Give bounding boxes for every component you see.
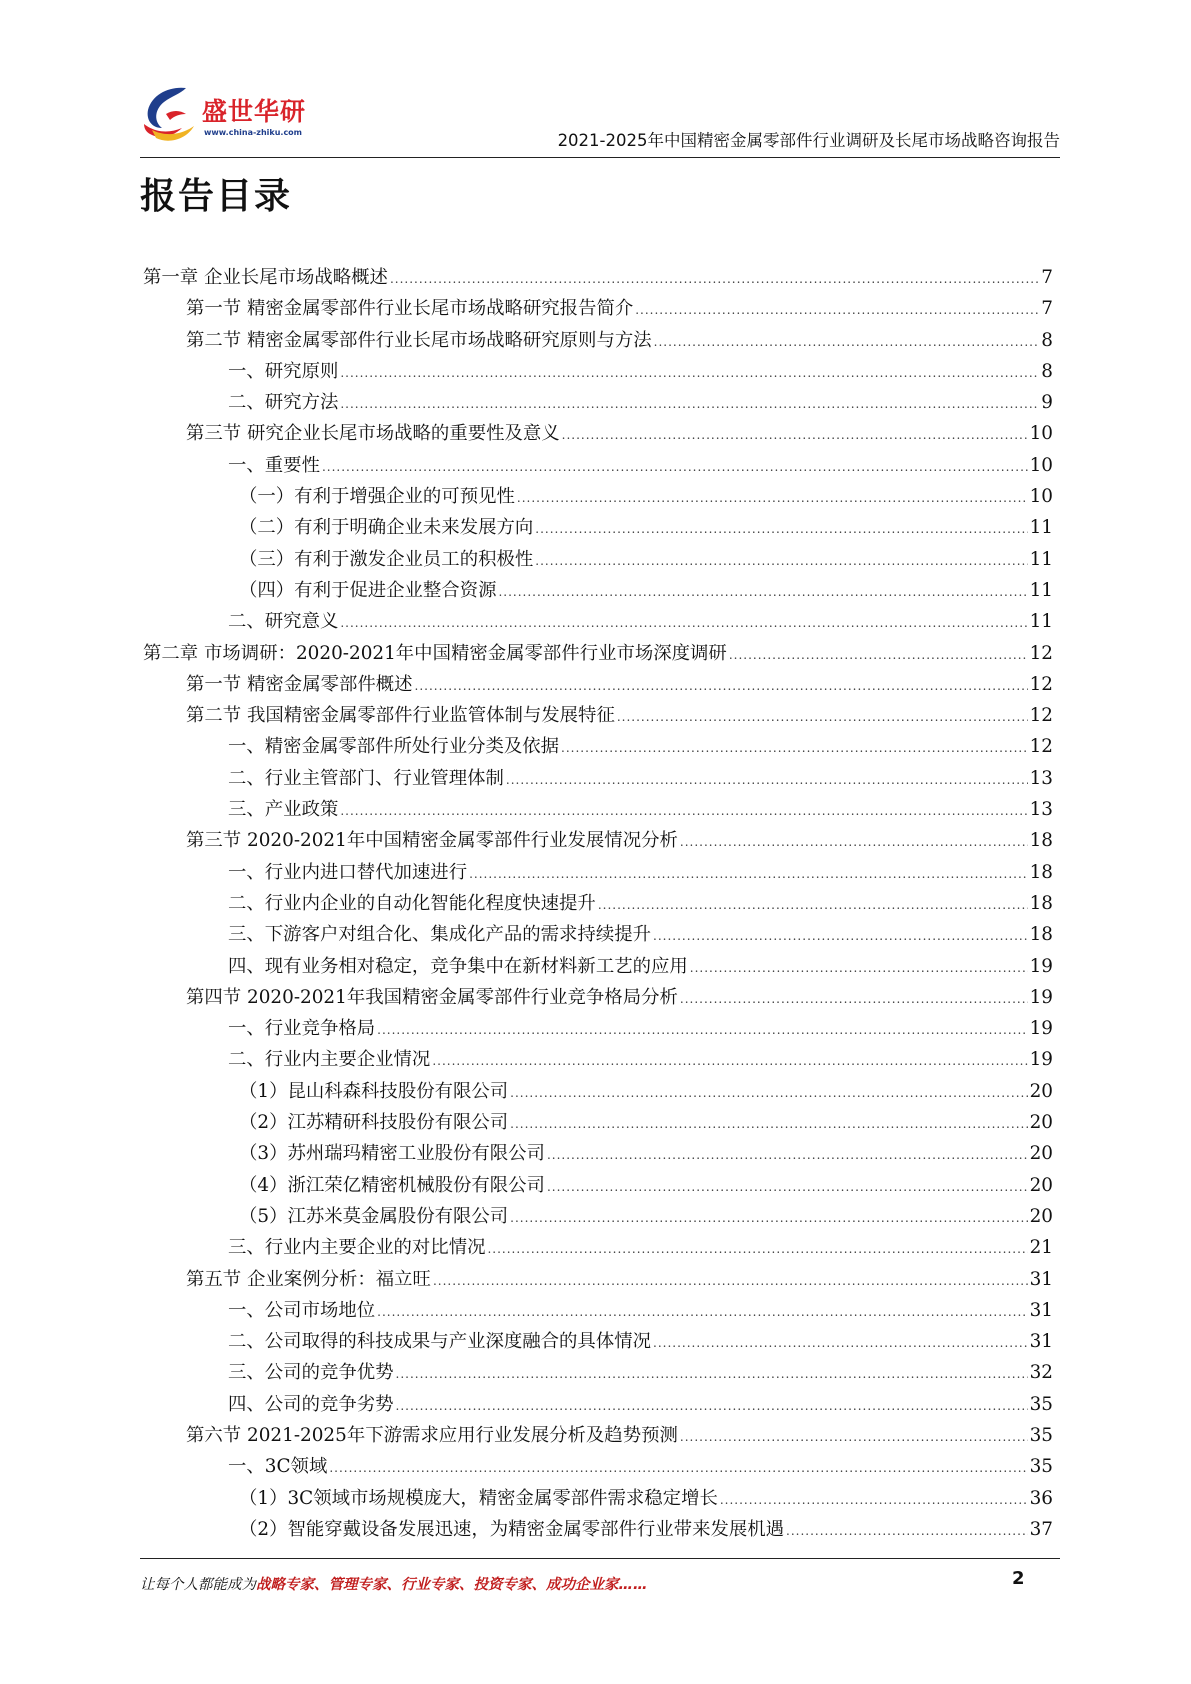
toc-entry-label: 第二章 市场调研：2020-2021年中国精密金属零部件行业市场深度调研	[143, 642, 727, 664]
toc-entry-page: 21	[1029, 1237, 1053, 1259]
toc-entry-page: 18	[1029, 924, 1053, 946]
table-of-contents	[143, 262, 1053, 1545]
toc-leader-dots	[322, 452, 1028, 483]
header-divider	[140, 157, 1060, 158]
toc-entry-label: 四、公司的竞争劣势	[228, 1393, 394, 1415]
toc-leader-dots	[469, 859, 1028, 890]
toc-entry-page: 7	[1041, 298, 1053, 320]
toc-leader-dots	[680, 1422, 1028, 1453]
toc-entry-label: 一、研究原则	[228, 360, 339, 382]
toc-entry[interactable]	[143, 919, 1053, 950]
toc-entry-label: 第三节 2020-2021年中国精密金属零部件行业发展情况分析	[186, 830, 678, 852]
toc-entry-label: （4）浙江荣亿精密机械股份有限公司	[239, 1174, 545, 1196]
toc-entry[interactable]	[143, 1420, 1053, 1451]
toc-leader-dots	[340, 608, 1027, 639]
toc-entry-label: 三、行业内主要企业的对比情况	[228, 1237, 486, 1259]
toc-entry-page: 35	[1029, 1393, 1053, 1415]
toc-leader-dots	[635, 295, 1039, 326]
toc-entry[interactable]	[143, 1451, 1053, 1482]
toc-entry-page: 10	[1029, 423, 1053, 445]
toc-entry-label: （四）有利于促进企业整合资源	[239, 579, 497, 601]
toc-entry-page: 11	[1029, 611, 1053, 633]
toc-leader-dots	[680, 984, 1028, 1015]
toc-leader-dots	[786, 1516, 1028, 1547]
toc-entry-label: 二、公司取得的科技成果与产业深度融合的具体情况	[228, 1331, 651, 1353]
toc-entry[interactable]	[143, 1357, 1053, 1388]
toc-entry[interactable]	[143, 1076, 1053, 1107]
toc-entry-label: 第六节 2021-2025年下游需求应用行业发展分析及趋势预测	[186, 1424, 678, 1446]
toc-entry-page: 19	[1029, 986, 1053, 1008]
page-title: 报告目录	[140, 176, 293, 217]
toc-entry[interactable]	[143, 1264, 1053, 1295]
toc-leader-dots	[506, 765, 1028, 796]
toc-leader-dots	[340, 358, 1039, 389]
toc-entry-page: 12	[1029, 673, 1053, 695]
toc-entry-page: 18	[1029, 892, 1053, 914]
logo-name: 盛世华研	[202, 97, 307, 126]
toc-entry-page: 31	[1029, 1331, 1053, 1353]
toc-leader-dots	[510, 1203, 1027, 1234]
toc-entry-page: 13	[1029, 767, 1053, 789]
toc-entry-label: 一、重要性	[228, 454, 320, 476]
toc-entry-page: 11	[1029, 548, 1053, 570]
toc-entry-label: （2）智能穿戴设备发展迅速，为精密金属零部件行业带来发展机遇	[239, 1518, 785, 1540]
toc-entry-page: 12	[1029, 705, 1053, 727]
toc-entry[interactable]	[143, 1170, 1053, 1201]
toc-leader-dots	[498, 577, 1027, 608]
toc-entry-label: 第一节 精密金属零部件行业长尾市场战略研究报告简介	[186, 298, 634, 320]
toc-entry-page: 12	[1029, 736, 1053, 758]
toc-entry-label: 一、公司市场地位	[228, 1299, 376, 1321]
toc-entry[interactable]	[143, 575, 1053, 606]
toc-leader-dots	[561, 733, 1028, 764]
toc-leader-dots	[340, 796, 1027, 827]
toc-entry-label: 二、行业内企业的自动化智能化程度快速提升	[228, 892, 596, 914]
toc-entry[interactable]	[143, 825, 1053, 856]
toc-leader-dots	[340, 389, 1039, 420]
toc-entry-page: 10	[1029, 454, 1053, 476]
toc-entry[interactable]	[143, 669, 1053, 700]
toc-entry[interactable]	[143, 794, 1053, 825]
toc-leader-dots	[562, 420, 1028, 451]
toc-entry-page: 10	[1029, 486, 1053, 508]
toc-entry-label: 二、研究方法	[228, 392, 339, 414]
toc-entry[interactable]	[143, 1326, 1053, 1357]
toc-entry[interactable]	[143, 1483, 1053, 1514]
toc-leader-dots	[547, 1172, 1028, 1203]
toc-entry-page: 20	[1029, 1143, 1053, 1165]
toc-entry-label: 四、现有业务相对稳定，竞争集中在新材料新工艺的应用	[228, 955, 688, 977]
toc-entry-label: 一、3C领域	[228, 1456, 328, 1478]
toc-entry[interactable]	[143, 606, 1053, 637]
toc-entry-label: 三、公司的竞争优势	[228, 1362, 394, 1384]
toc-entry-label: （三）有利于激发企业员工的积极性	[239, 548, 534, 570]
toc-entry-page: 31	[1029, 1268, 1053, 1290]
page-header	[140, 80, 1060, 158]
toc-entry-page: 11	[1029, 579, 1053, 601]
toc-entry-page: 32	[1029, 1362, 1053, 1384]
toc-entry[interactable]	[143, 731, 1053, 762]
toc-entry-label: 第二节 精密金属零部件行业长尾市场战略研究原则与方法	[186, 329, 652, 351]
toc-entry-page: 9	[1041, 392, 1053, 414]
toc-entry[interactable]	[143, 763, 1053, 794]
toc-entry[interactable]	[143, 1389, 1053, 1420]
toc-leader-dots	[487, 1234, 1027, 1265]
toc-entry[interactable]	[143, 325, 1053, 356]
toc-entry-label: 第一节 精密金属零部件概述	[186, 673, 413, 695]
toc-entry-page: 35	[1029, 1456, 1053, 1478]
toc-leader-dots	[535, 546, 1027, 577]
toc-entry[interactable]	[143, 888, 1053, 919]
toc-entry[interactable]	[143, 951, 1053, 982]
toc-entry-page: 19	[1029, 955, 1053, 977]
toc-entry-label: （1）昆山科森科技股份有限公司	[239, 1080, 509, 1102]
toc-entry-label: 一、精密金属零部件所处行业分类及依据	[228, 736, 560, 758]
document-title: 2021-2025年中国精密金属零部件行业调研及长尾市场战略咨询报告	[557, 131, 1060, 150]
toc-entry-page: 7	[1041, 267, 1053, 288]
toc-entry-page: 12	[1029, 642, 1053, 664]
footer-slogan	[140, 1573, 648, 1594]
toc-entry[interactable]	[143, 1295, 1053, 1326]
toc-entry[interactable]	[143, 450, 1053, 481]
toc-leader-dots	[510, 1109, 1027, 1140]
toc-entry[interactable]	[143, 1044, 1053, 1075]
toc-entry-page: 20	[1029, 1205, 1053, 1227]
toc-leader-dots	[377, 1015, 1027, 1046]
toc-entry[interactable]	[143, 1514, 1053, 1545]
toc-leader-dots	[720, 1485, 1028, 1516]
toc-leader-dots	[432, 1046, 1027, 1077]
toc-entry[interactable]	[143, 857, 1053, 888]
toc-entry-page: 8	[1041, 329, 1053, 351]
toc-entry-label: （2）江苏精研科技股份有限公司	[239, 1112, 509, 1134]
toc-leader-dots	[390, 264, 1039, 295]
toc-entry[interactable]	[143, 544, 1053, 575]
toc-entry[interactable]	[143, 418, 1053, 449]
toc-entry-page: 13	[1029, 799, 1053, 821]
toc-entry-label: 第四节 2020-2021年我国精密金属零部件行业竞争格局分析	[186, 986, 678, 1008]
toc-leader-dots	[329, 1453, 1027, 1484]
logo-emblem-icon	[140, 84, 208, 148]
toc-entry-page: 19	[1029, 1049, 1053, 1071]
toc-leader-dots	[729, 640, 1028, 671]
toc-entry-page: 37	[1029, 1518, 1053, 1540]
toc-entry[interactable]	[143, 1201, 1053, 1232]
toc-entry[interactable]	[143, 1013, 1053, 1044]
toc-entry-page: 11	[1029, 517, 1053, 539]
toc-entry-page: 8	[1041, 360, 1053, 382]
toc-entry-label: 第二节 我国精密金属零部件行业监管体制与发展特征	[186, 705, 615, 727]
company-logo	[140, 84, 310, 154]
toc-entry[interactable]	[143, 356, 1053, 387]
footer-slogan-highlight: 战略专家、管理专家、行业专家、投资专家、成功企业家……	[256, 1577, 648, 1593]
page-number: 2	[1012, 1568, 1025, 1589]
toc-leader-dots	[510, 1078, 1027, 1109]
toc-entry-page: 18	[1029, 861, 1053, 883]
toc-entry-page: 31	[1029, 1299, 1053, 1321]
toc-leader-dots	[654, 327, 1040, 358]
toc-entry-label: （二）有利于明确企业未来发展方向	[239, 517, 534, 539]
toc-leader-dots	[396, 1391, 1028, 1422]
toc-entry[interactable]	[143, 262, 1053, 293]
toc-entry-page: 36	[1029, 1487, 1053, 1509]
toc-leader-dots	[433, 1266, 1028, 1297]
toc-entry[interactable]	[143, 1107, 1053, 1138]
toc-entry[interactable]	[143, 1138, 1053, 1169]
toc-entry-label: 第一章 企业长尾市场战略概述	[143, 267, 388, 288]
toc-entry-page: 35	[1029, 1424, 1053, 1446]
toc-leader-dots	[653, 1328, 1028, 1359]
footer-slogan-prefix: 让每个人都能成为	[140, 1577, 256, 1593]
toc-leader-dots	[377, 1297, 1027, 1328]
toc-entry-label: 二、行业内主要企业情况	[228, 1049, 431, 1071]
toc-leader-dots	[517, 483, 1028, 514]
toc-leader-dots	[535, 514, 1027, 545]
toc-entry[interactable]	[143, 387, 1053, 418]
toc-entry-label: 一、行业竞争格局	[228, 1018, 376, 1040]
toc-entry-label: （一）有利于增强企业的可预见性	[239, 486, 515, 508]
toc-entry[interactable]	[143, 481, 1053, 512]
toc-entry[interactable]	[143, 1232, 1053, 1263]
toc-entry-label: 一、行业内进口替代加速进行	[228, 861, 468, 883]
toc-leader-dots	[617, 702, 1028, 733]
toc-entry-label: 三、下游客户对组合化、集成化产品的需求持续提升	[228, 924, 651, 946]
footer-divider	[140, 1558, 1060, 1559]
toc-entry[interactable]	[143, 982, 1053, 1013]
toc-entry-label: 第五节 企业案例分析：福立旺	[186, 1268, 431, 1290]
toc-entry-label: （1）3C领域市场规模庞大，精密金属零部件需求稳定增长	[239, 1487, 718, 1509]
toc-entry-page: 20	[1029, 1112, 1053, 1134]
toc-entry-label: 三、产业政策	[228, 799, 339, 821]
toc-entry-page: 19	[1029, 1018, 1053, 1040]
toc-leader-dots	[598, 890, 1028, 921]
toc-leader-dots	[547, 1140, 1028, 1171]
toc-entry-page: 20	[1029, 1174, 1053, 1196]
toc-entry-page: 20	[1029, 1080, 1053, 1102]
toc-entry[interactable]	[143, 293, 1053, 324]
toc-leader-dots	[680, 827, 1028, 858]
toc-entry-label: 第三节 研究企业长尾市场战略的重要性及意义	[186, 423, 560, 445]
toc-entry[interactable]	[143, 638, 1053, 669]
toc-entry-label: （3）苏州瑞玛精密工业股份有限公司	[239, 1143, 545, 1165]
toc-entry[interactable]	[143, 700, 1053, 731]
toc-entry-page: 18	[1029, 830, 1053, 852]
toc-leader-dots	[415, 671, 1028, 702]
toc-entry-label: 二、研究意义	[228, 611, 339, 633]
toc-entry-label: 二、行业主管部门、行业管理体制	[228, 767, 504, 789]
toc-leader-dots	[396, 1359, 1028, 1390]
logo-url: www.china-zhiku.com	[204, 128, 303, 137]
toc-entry[interactable]	[143, 512, 1053, 543]
toc-leader-dots	[653, 921, 1028, 952]
toc-entry-label: （5）江苏米莫金属股份有限公司	[239, 1205, 509, 1227]
toc-leader-dots	[690, 953, 1028, 984]
